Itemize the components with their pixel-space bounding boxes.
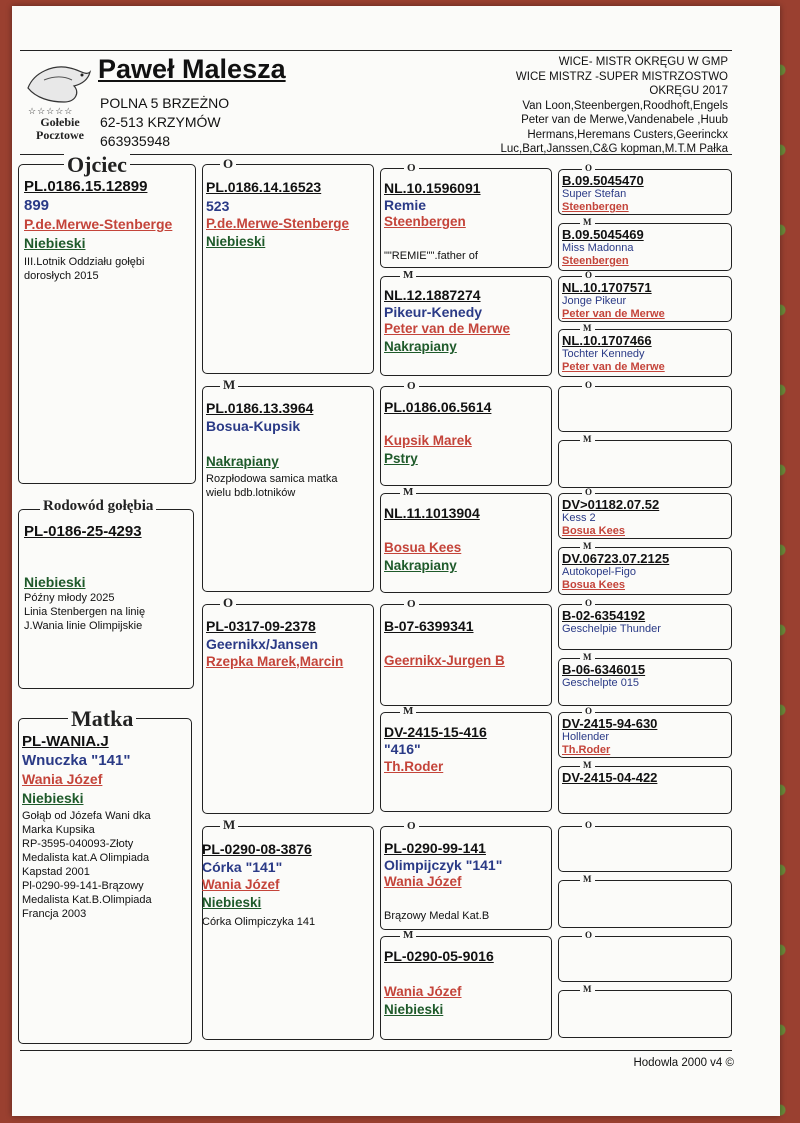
gen2-ring: PL.0186.14.16523 <box>206 179 322 195</box>
gen4-o-label: O <box>582 821 595 830</box>
gen3-breeder: Bosua Kees <box>384 540 462 555</box>
gen3-color: Pstry <box>384 451 418 466</box>
pedigree-sheet <box>12 6 780 1116</box>
mother-note-line: Gołąb od Józefa Wani dka <box>22 810 151 822</box>
father-label: Ojciec <box>64 154 130 176</box>
pedigree-label: Rodowód gołębia <box>40 499 156 514</box>
owner-name: Paweł Malesza <box>98 54 286 84</box>
gen4-ring: NL.10.1707571 <box>562 280 652 295</box>
gen3-breeder: Geernikx-Jurgen B <box>384 653 505 668</box>
gen4-m-label: M <box>580 218 595 227</box>
gen3-m-label: M <box>400 930 416 941</box>
footer-rule <box>20 1050 732 1051</box>
gen4-name: Kess 2 <box>562 512 596 524</box>
gen4-m-label: M <box>580 761 595 770</box>
gen3-ring: DV-2415-15-416 <box>384 724 487 740</box>
gen2-m-label: M <box>220 378 238 391</box>
gen2-notes <box>202 915 368 929</box>
gen3-o-label: O <box>404 821 419 832</box>
achievement-line: WICE MISTRZ -SUPER MISTRZOSTWO <box>515 70 728 83</box>
gen4-m-label: M <box>580 875 595 884</box>
gen4-o-label: O <box>582 599 595 608</box>
pigeon-icon <box>24 58 96 108</box>
gen2-o-label: O <box>220 596 236 609</box>
mother-note-line: Medalista kat.A Olimpiada <box>22 852 150 864</box>
logo-stars: ☆☆☆☆☆ <box>28 106 74 116</box>
gen2-notes <box>206 472 372 500</box>
gen3-breeder: Steenbergen <box>384 214 466 229</box>
gen2-color: Nakrapiany <box>206 454 279 469</box>
bloodline-line: Hermans,Heremans Custers,Geerinckx <box>527 128 728 141</box>
gen3-breeder: Wania Józef <box>384 984 462 999</box>
gen4-breeder: Steenbergen <box>562 201 629 213</box>
gen4-breeder: Steenbergen <box>562 255 629 267</box>
gen2-breeder: P.de.Merwe-Stenberge <box>206 216 350 231</box>
gen4-ring: DV-2415-04-422 <box>562 770 658 785</box>
gen4-name: Jonge Pikeur <box>562 295 627 307</box>
subject-ring: PL-0186-25-4293 <box>24 523 142 540</box>
gen4-card[interactable] <box>558 990 732 1038</box>
mother-note-line: Kapstad 2001 <box>22 866 90 878</box>
gen4-ring: DV.06723.07.2125 <box>562 551 670 566</box>
bloodline-line: Peter van de Merwe,Vandenabele ,Huub <box>521 114 728 126</box>
gen2-m-label: M <box>220 818 238 831</box>
gen3-ring: NL.12.1887274 <box>384 287 481 303</box>
father-color: Niebieski <box>24 235 86 251</box>
gen3-m-label: M <box>400 487 416 498</box>
gen4-card[interactable] <box>558 386 732 432</box>
gen4-card[interactable] <box>558 826 732 872</box>
gen3-breeder: Peter van de Merwe <box>384 321 511 336</box>
gen4-o-label: O <box>582 488 595 497</box>
gen2-color: Niebieski <box>206 234 266 249</box>
gen4-card[interactable] <box>558 936 732 982</box>
gen3-notes <box>384 249 478 263</box>
gen4-ring: B-02-6354192 <box>562 608 646 623</box>
mother-note-line: Francja 2003 <box>22 908 87 920</box>
gen4-ring: B-06-6346015 <box>562 662 646 677</box>
gen2-note-line: Córka Olimpiczyka 141 <box>202 916 316 928</box>
gen4-o-label: O <box>582 931 595 940</box>
subject-note-line: Linia Stenbergen na linię <box>24 606 146 618</box>
gen2-color: Niebieski <box>202 895 262 910</box>
gen2-ring: PL.0186.13.3964 <box>206 400 314 416</box>
gen2-breeder: Wania Józef <box>202 877 280 892</box>
gen3-note-line: Brązowy Medal Kat.B <box>384 910 490 922</box>
father-note-line: dorosłych 2015 <box>24 270 99 282</box>
gen4-o-label: O <box>582 707 595 716</box>
gen3-color: Nakrapiany <box>384 558 457 573</box>
gen4-m-label: M <box>580 435 595 444</box>
gen3-name: Pikeur-Kenedy <box>384 304 483 320</box>
mother-notes <box>22 809 190 921</box>
gen4-ring: B.09.5045469 <box>562 227 644 242</box>
gen2-name: Geernikx/Jansen <box>206 636 319 652</box>
gen3-notes <box>384 909 489 923</box>
gen4-breeder: Peter van de Merwe <box>562 361 665 373</box>
gen4-ring: DV-2415-94-630 <box>562 716 658 731</box>
mother-note-line: Pl-0290-99-141-Brązowy <box>22 880 144 892</box>
gen3-m-label: M <box>400 706 416 717</box>
mother-note-line: RP-3595-040093-Złoty <box>22 838 134 850</box>
gen4-name: Geschelpte 015 <box>562 677 640 689</box>
mother-breeder: Wania Józef <box>22 771 103 787</box>
gen3-name: Olimpijczyk "141" <box>384 857 503 873</box>
gen3-name: Remie <box>384 197 427 213</box>
gen4-m-label: M <box>580 653 595 662</box>
gen2-name: 523 <box>206 198 230 214</box>
subject-note-line: J.Wania linie Olimpijskie <box>24 620 143 632</box>
gen4-o-label: O <box>582 271 595 280</box>
owner-address <box>100 94 229 151</box>
address-line2: 62-513 KRZYMÓW <box>100 114 221 130</box>
father-note-line: III.Lotnik Oddziału gołębi <box>24 256 145 268</box>
mother-note-line: Marka Kupsika <box>22 824 95 836</box>
gen2-note-line: wielu bdb.lotników <box>206 487 296 499</box>
bloodline-line: Van Loon,Steenbergen,Roodhoft,Engels <box>522 99 728 112</box>
gen3-breeder: Kupsik Marek <box>384 433 472 448</box>
gen2-breeder: Rzepka Marek,Marcin <box>206 654 344 669</box>
gen3-m-label: M <box>400 270 416 281</box>
gen4-card[interactable] <box>558 440 732 488</box>
gen4-ring: DV>01182.07.52 <box>562 497 660 512</box>
gen3-o-label: O <box>404 599 419 610</box>
gen4-name: Geschelpie Thunder <box>562 623 661 635</box>
subject-note-line: Późny młody 2025 <box>24 592 115 604</box>
achievements-block <box>500 55 728 157</box>
gen4-name: Hollender <box>562 731 610 743</box>
subject-notes <box>24 591 192 633</box>
mother-ring: PL-WANIA.J <box>22 733 109 750</box>
logo-text-line1: Gołebie <box>40 115 80 129</box>
header-top-rule <box>20 50 732 51</box>
gen2-ring: PL-0317-09-2378 <box>206 618 316 634</box>
gen4-name: Tochter Kennedy <box>562 348 645 360</box>
gen3-note-line: ""REMIE"".father of <box>384 250 478 262</box>
footer-credit: Hodowla 2000 v4 © <box>633 1057 734 1069</box>
gen4-m-label: M <box>580 324 595 333</box>
gen3-color: Niebieski <box>384 1002 444 1017</box>
gen4-breeder: Bosua Kees <box>562 525 625 537</box>
gen2-name: Córka "141" <box>202 859 283 875</box>
gen3-breeder: Wania Józef <box>384 874 462 889</box>
gen4-ring: NL.10.1707466 <box>562 333 652 348</box>
gen4-o-label: O <box>582 164 595 173</box>
gen2-note-line: Rozpłodowa samica matka <box>206 473 338 485</box>
gen4-card[interactable] <box>558 880 732 928</box>
gen4-breeder: Peter van de Merwe <box>562 308 665 320</box>
gen3-o-label: O <box>404 381 419 392</box>
gen2-o-label: O <box>220 157 236 170</box>
father-breeder: P.de.Merwe-Stenberge <box>24 216 173 232</box>
gen3-ring: PL-0290-05-9016 <box>384 948 494 964</box>
gen3-breeder: Th.Roder <box>384 759 444 774</box>
gen3-ring: PL-0290-99-141 <box>384 840 486 856</box>
mother-label: Matka <box>68 708 136 730</box>
grandsire-paternal-card[interactable] <box>202 164 374 374</box>
bloodline-line: Luc,Bart,Janssen,C&G kopman,M.T.M Pałka <box>500 143 728 155</box>
achievement-line: WICE- MISTR OKRĘGU W GMP <box>558 56 728 68</box>
mother-color: Niebieski <box>22 790 84 806</box>
gen4-name: Autokopel-Figo <box>562 566 636 578</box>
gen3-ring: B-07-6399341 <box>384 618 474 634</box>
gen3-ring: NL.10.1596091 <box>384 180 481 196</box>
gen4-breeder: Bosua Kees <box>562 579 625 591</box>
gen3-ring: PL.0186.06.5614 <box>384 399 492 415</box>
gen2-ring: PL-0290-08-3876 <box>202 841 312 857</box>
gen3-ring: NL.11.1013904 <box>384 505 480 521</box>
gen4-o-label: O <box>582 381 595 390</box>
gen4-ring: B.09.5045470 <box>562 173 644 188</box>
mother-note-line: Medalista Kat.B.Olimpiada <box>22 894 152 906</box>
pigeon-logo <box>24 58 96 140</box>
phone-number: 663935948 <box>100 133 171 149</box>
gen3-name: "416" <box>384 741 421 757</box>
gen4-m-label: M <box>580 542 595 551</box>
gen3-o-label: O <box>404 163 419 174</box>
subject-color: Niebieski <box>24 574 86 590</box>
gen4-name: Super Stefan <box>562 188 627 200</box>
gen4-m-label: M <box>580 985 595 994</box>
gen4-breeder: Th.Roder <box>562 744 611 756</box>
achievement-line: OKRĘGU 2017 <box>649 85 728 97</box>
father-ring: PL.0186.15.12899 <box>24 178 148 195</box>
mother-name: Wnuczka "141" <box>22 752 131 769</box>
father-name: 899 <box>24 197 50 214</box>
gen3-color: Nakrapiany <box>384 339 457 354</box>
gen2-name: Bosua-Kupsik <box>206 418 301 434</box>
logo-text <box>26 116 94 142</box>
logo-text-line2: Pocztowe <box>36 128 84 142</box>
gen4-name: Miss Madonna <box>562 242 634 254</box>
father-notes <box>24 255 194 283</box>
address-line1: POLNA 5 BRZEŻNO <box>100 95 230 111</box>
